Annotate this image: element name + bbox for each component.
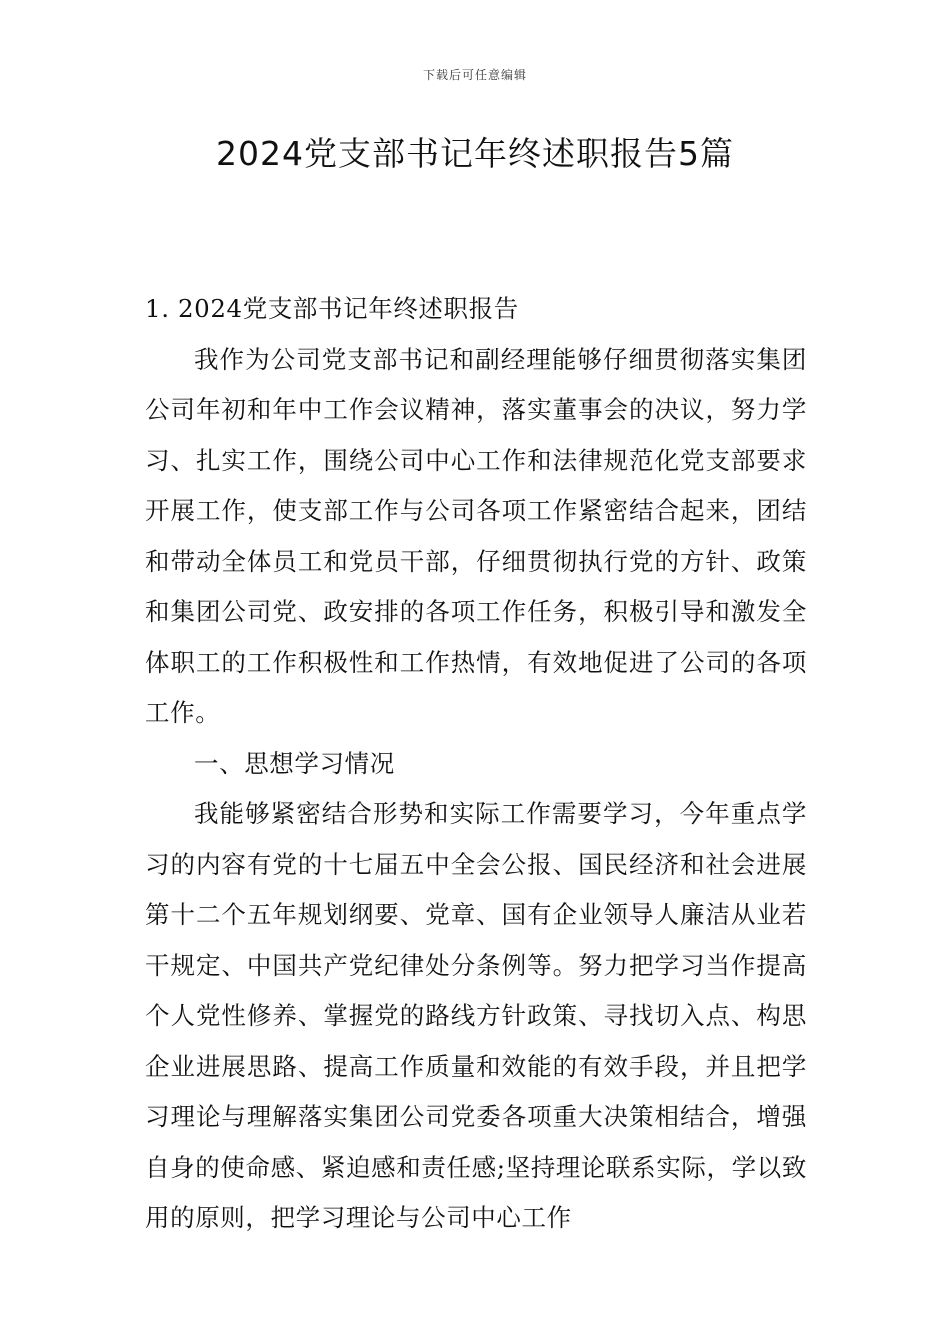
- subsection-heading: 一、思想学习情况: [194, 748, 395, 778]
- body-paragraph: 我作为公司党支部书记和副经理能够仔细贯彻落实集团公司年初和年中工作会议精神，落实董事会的决议，努力学习、扎实工作，围绕公司中心工作和法律规范化党支部要求开展工作，使支部工作与公司各项工作紧密结合起来，团结和带动全体员工和党员干部，仔细贯彻执行党的方针、政策和集团公司党、政安排的各项工作任务，积极引导和激发全体职工的工作积极性和工作热情，有效地促进了公司的各项工作。: [145, 344, 807, 727]
- header-note: 下载后可任意编辑: [422, 68, 527, 82]
- document-body: [145, 284, 807, 1244]
- section-heading: 1. 2024党支部书记年终述职报告: [145, 294, 519, 323]
- body-paragraph: 我能够紧密结合形势和实际工作需要学习，今年重点学习的内容有党的十七届五中全会公报、国民经济和社会进展第十二个五年规划纲要、党章、国有企业领导人廉洁从业若干规定、中国共产党纪律处分条例等。努力把学习当作提高个人党性修养、掌握党的路线方针政策、寻找切入点、构思企业进展思路、提高工作质量和效能的有效手段，并且把学习理论与理解落实集团公司党委各项重大决策相结合，增强自身的使命感、紧迫感和责任感;坚持理论联系实际，学以致用的原则，把学习理论与公司中心工作: [145, 799, 807, 1232]
- document-title: 2024党支部书记年终述职报告5篇: [216, 134, 734, 173]
